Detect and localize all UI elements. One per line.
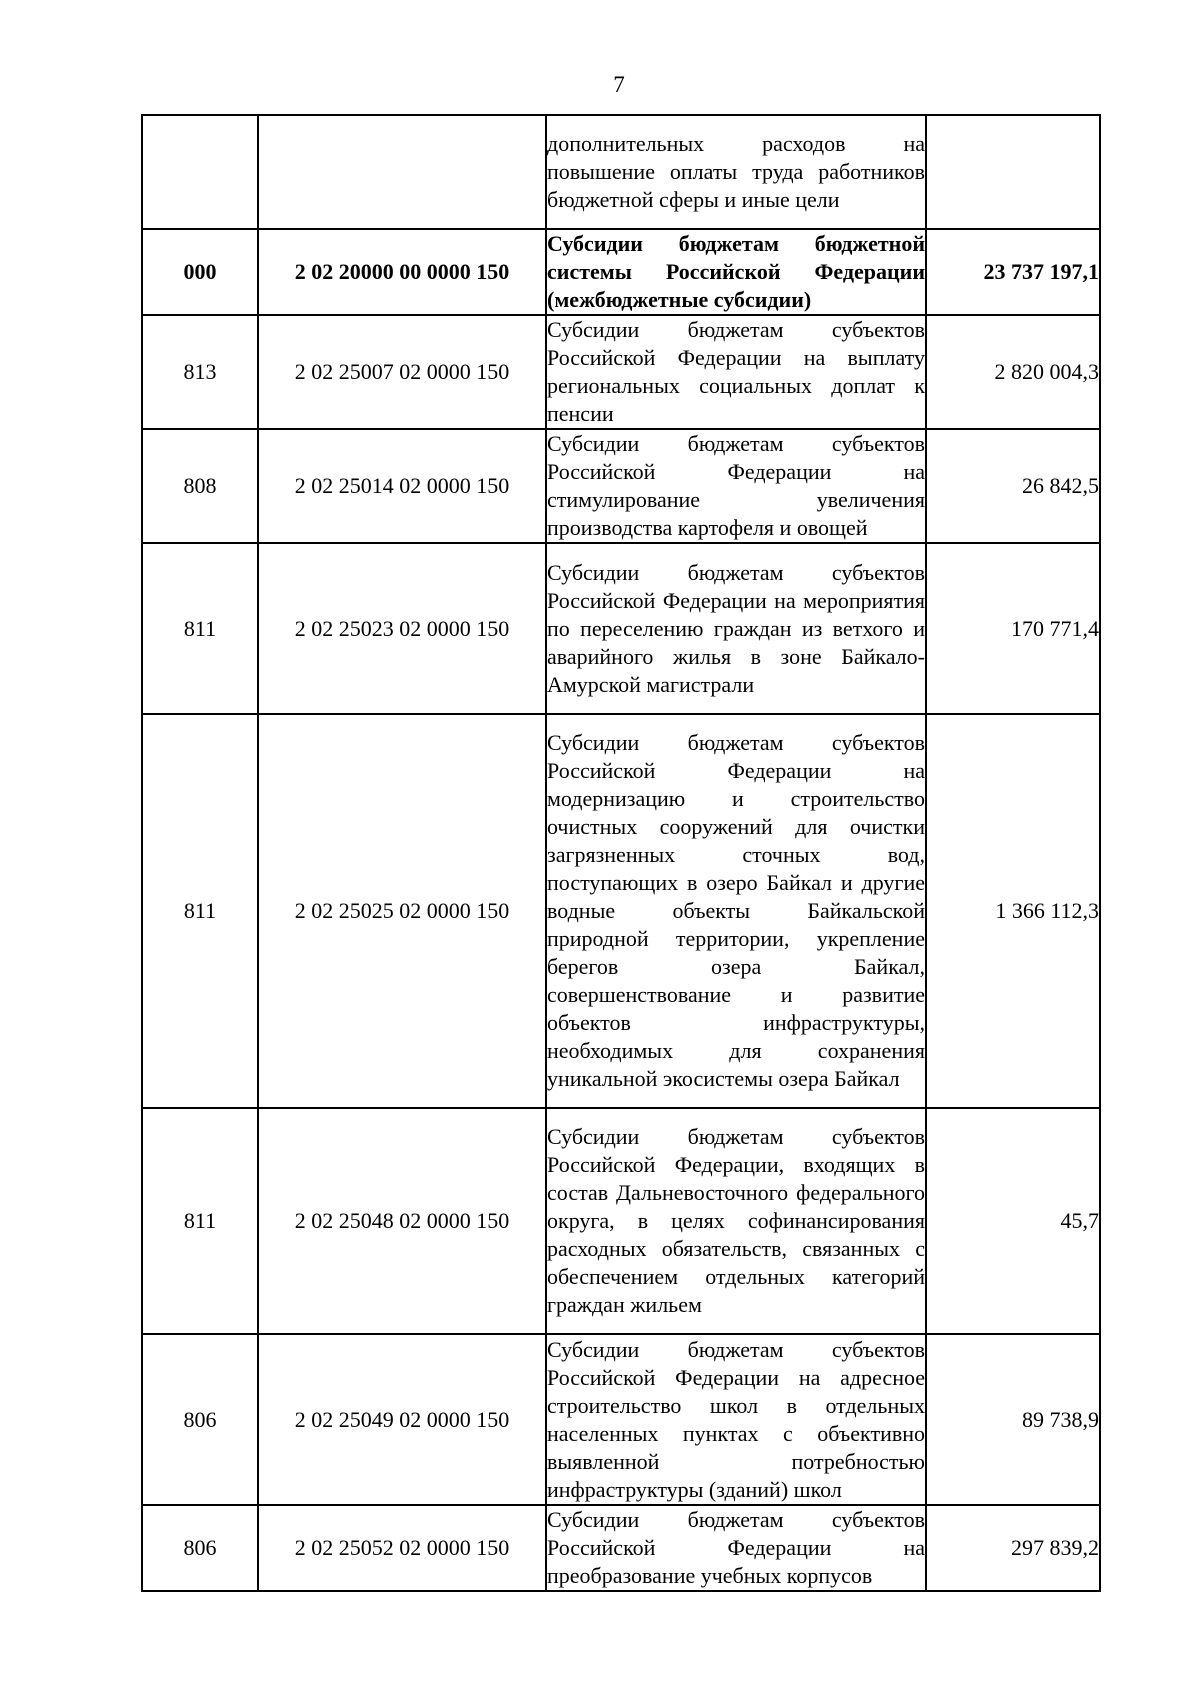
budget-code-cell: 2 02 25052 02 0000 150 [258, 1505, 546, 1591]
admin-code-cell: 806 [142, 1505, 258, 1591]
sum-cell: 1 366 112,3 [926, 714, 1100, 1108]
page-number: 7 [613, 72, 625, 97]
table-row [142, 714, 1100, 1108]
budget-code-cell: 2 02 20000 00 0000 150 [258, 229, 546, 315]
sum-cell: 89 738,9 [926, 1334, 1100, 1505]
table-row [142, 543, 1100, 714]
budget-code-cell: 2 02 25025 02 0000 150 [258, 714, 546, 1108]
table-row [142, 429, 1100, 543]
admin-code-cell: 808 [142, 429, 258, 543]
budget-code-cell: 2 02 25014 02 0000 150 [258, 429, 546, 543]
budget-table [141, 114, 1101, 1592]
sum-cell: 23 737 197,1 [926, 229, 1100, 315]
income-name-cell: Субсидии бюджетам бюджетной системы Российской Федерации (межбюджетные субсидии) [547, 231, 925, 312]
budget-code-cell: 2 02 25007 02 0000 150 [258, 315, 546, 429]
income-name-cell: Субсидии бюджетам субъектов Российской Федерации, входящих в состав Дальневосточного федерального округа, в целях софинансирования расходных обязательств, связанных с обеспечением отдельных категорий граждан жильем [547, 1124, 925, 1317]
admin-code-cell: 811 [142, 543, 258, 714]
sum-cell: 26 842,5 [926, 429, 1100, 543]
admin-code-cell: 000 [142, 229, 258, 315]
admin-code-cell: 813 [142, 315, 258, 429]
sum-cell: 45,7 [926, 1108, 1100, 1334]
income-name-cell: Субсидии бюджетам субъектов Российской Федерации на преобразование учебных корпусов [547, 1507, 925, 1588]
sum-cell: 297 839,2 [926, 1505, 1100, 1591]
budget-code-cell [258, 115, 546, 229]
income-name-cell: дополнительных расходов на повышение оплаты труда работников бюджетной сферы и иные цели [547, 131, 925, 212]
income-name-cell: Субсидии бюджетам субъектов Российской Федерации на адресное строительство школ в отдельных населенных пунктах с объективно выявленной потребностью инфраструктуры (зданий) школ [547, 1336, 925, 1502]
income-name-cell: Субсидии бюджетам субъектов Российской Федерации на модернизацию и строительство очистных сооружений для очистки загрязненных сточных вод, поступающих в озеро Байкал и другие водные объекты Байкальской природной территории, укрепление берегов озера Байкал, совершенствование и развитие объектов инфраструктуры, необходимых для сохранения уникальной экосистемы озера Байкал [547, 730, 925, 1091]
table-row [142, 115, 1100, 229]
table-row [142, 1505, 1100, 1591]
income-name-cell: Субсидии бюджетам субъектов Российской Федерации на выплату региональных социальных доплат к пенсии [547, 317, 925, 426]
income-name-cell: Субсидии бюджетам субъектов Российской Федерации на стимулирование увеличения производства картофеля и овощей [547, 431, 925, 540]
table-row [142, 1108, 1100, 1334]
admin-code-cell: 806 [142, 1334, 258, 1505]
sum-cell [926, 115, 1100, 229]
budget-code-cell: 2 02 25048 02 0000 150 [258, 1108, 546, 1334]
sum-cell: 170 771,4 [926, 543, 1100, 714]
admin-code-cell: 811 [142, 714, 258, 1108]
budget-code-cell: 2 02 25023 02 0000 150 [258, 543, 546, 714]
sum-cell: 2 820 004,3 [926, 315, 1100, 429]
admin-code-cell: 811 [142, 1108, 258, 1334]
income-name-cell: Субсидии бюджетам субъектов Российской Федерации на мероприятия по переселению граждан из ветхого и аварийного жилья в зоне Байкало-Амурской магистрали [547, 559, 925, 697]
admin-code-cell [142, 115, 258, 229]
budget-code-cell: 2 02 25049 02 0000 150 [258, 1334, 546, 1505]
table-row [142, 1334, 1100, 1505]
table-row [142, 315, 1100, 429]
table-row-section [142, 229, 1100, 315]
